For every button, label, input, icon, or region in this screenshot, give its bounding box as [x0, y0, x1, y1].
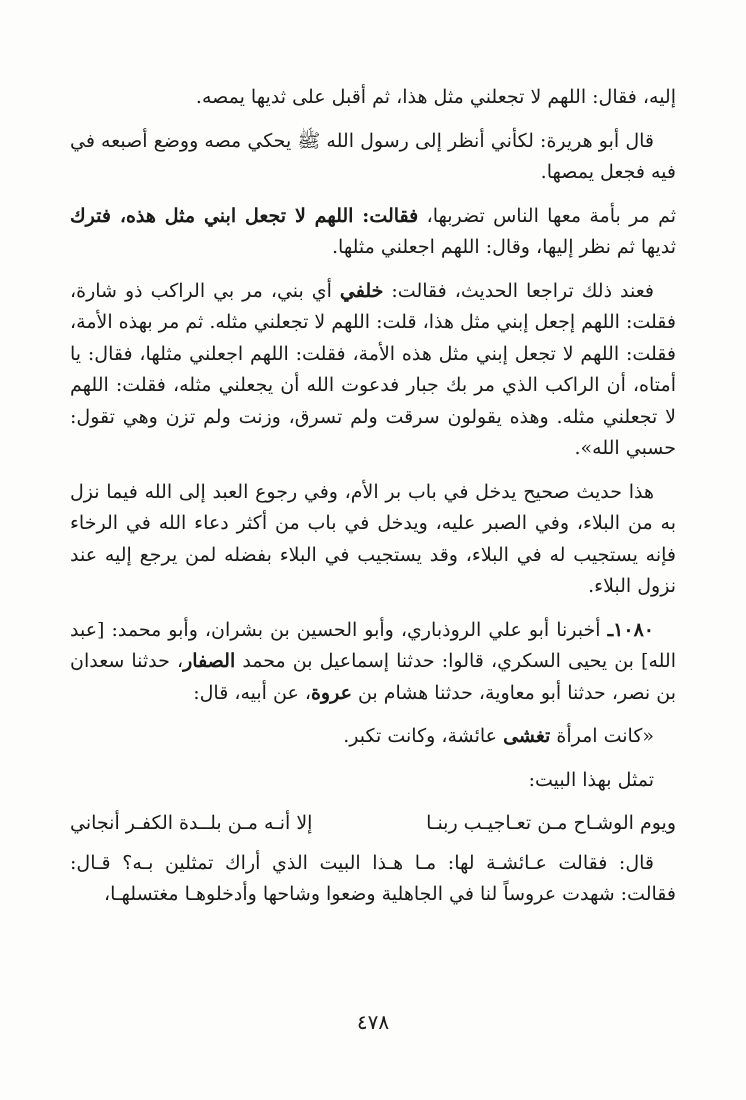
paragraph-9: قال: فقالت عـائشـة لها: مـا هـذا البيت الذي أراك تمثلين بـه؟ قـال: فقالت: شهدت عروساً لنا في الجاهلية وضعوا وشاحها وأدخلوهـا مغتسلهـا، [70, 851, 676, 905]
paragraph-4-part-c: أي بني، مر بي الراكب ذو شارة، فقلت: اللهم إجعل إبني مثل هذا، قلت: اللهم لا تجعلني مثله. ثم مر بهذه الأمة، فقلت: اللهم لا تجعل إبني مثل هذه الأمة، فقلت: اللهم اجعلني مثلها، فقال: يا أمتاه، أن الراكب الذي مر بك جبار فدعوت الله أن يجعلني مثله، فقلت: اللهم لا تجعلني مثله. وهذه يقولون سرقت ولم تسرق، وزنت ولم تزن وهي تقول: حسبي الله». [70, 279, 676, 459]
paragraph-7-part-c: عائشة، وكانت تكبر. [343, 725, 498, 747]
verse-second-hemistich: إلا أنـه مـن بلــدة الكفـر أنجاني [70, 812, 313, 834]
paragraph-2: قال أبو هريرة: لكأني أنظر إلى رسول الله ﷺ يحكي مصه ووضع أصبعه في فيه فجعل يمصها. [70, 129, 676, 183]
paragraph-6-bold-name-1: الصفار [183, 650, 236, 672]
paragraph-3 [70, 201, 676, 264]
paragraph-6-part-a: أخبرنا أبو علي الروذباري، وأبو الحسين بن بشران، وأبو محمد: [عبد الله] بن يحيى السكري، قالوا: حدثنا إسماعيل بن محمد [70, 618, 676, 672]
page-body [70, 82, 676, 923]
paragraph-3-part-c: ثديها ثم نظر إليها، وقال: اللهم اجعلني مثلها. [332, 236, 676, 258]
paragraph-7-bold-word: تغشى [503, 725, 551, 747]
paragraph-4 [70, 276, 676, 465]
hadith-number: ١٠٨٠ـ [607, 618, 654, 641]
verse-first-hemistich: ويوم الوشـاح مـن تعـاجيـب ربنـا [426, 812, 676, 834]
paragraph-4-bold-word: خلفي [339, 279, 384, 302]
paragraph-6 [70, 615, 676, 710]
paragraph-6-bold-name-2: عروة [310, 681, 352, 704]
paragraph-3-part-b: فقالت: اللهم لا تجعل ابني مثل هذه، فترك [70, 204, 419, 227]
paragraph-6-part-c: ، حدثنا سعدان بن نصر، حدثنا أبو معاوية، حدثنا هشام بن [70, 650, 676, 704]
paragraph-4-part-a: فعند ذلك تراجعا الحديث، فقالت: [391, 279, 654, 302]
paragraph-5: هذا حديث صحيح يدخل في باب بر الأم، وفي رجوع العبد إلى الله فيما نزل به من البلاء، وفي الصبر عليه، ويدخل في باب من أكثر دعاء الله في الرخاء فإنه يستجيب له في البلاء، وقد يستجيب في البلاء بفضله لمن يرجع إليه عند نزول البلاء. [70, 480, 676, 597]
page-number: ٤٧٨ [356, 1010, 390, 1034]
paragraph-7-part-a: «كانت امرأة [556, 725, 654, 747]
paragraph-1: إليه، فقال: اللهم لا تجعلني مثل هذا، ثم أقبل على ثديها يمصه. [195, 86, 676, 108]
poetry-verse [70, 808, 676, 840]
paragraph-6-part-e: ، عن أبيه، قال: [193, 681, 311, 704]
paragraph-8: تمثل بهذا البيت: [528, 768, 654, 791]
paragraph-7 [70, 721, 676, 753]
paragraph-3-part-a: ثم مر بأمة معها الناس تضربها، [426, 204, 677, 227]
